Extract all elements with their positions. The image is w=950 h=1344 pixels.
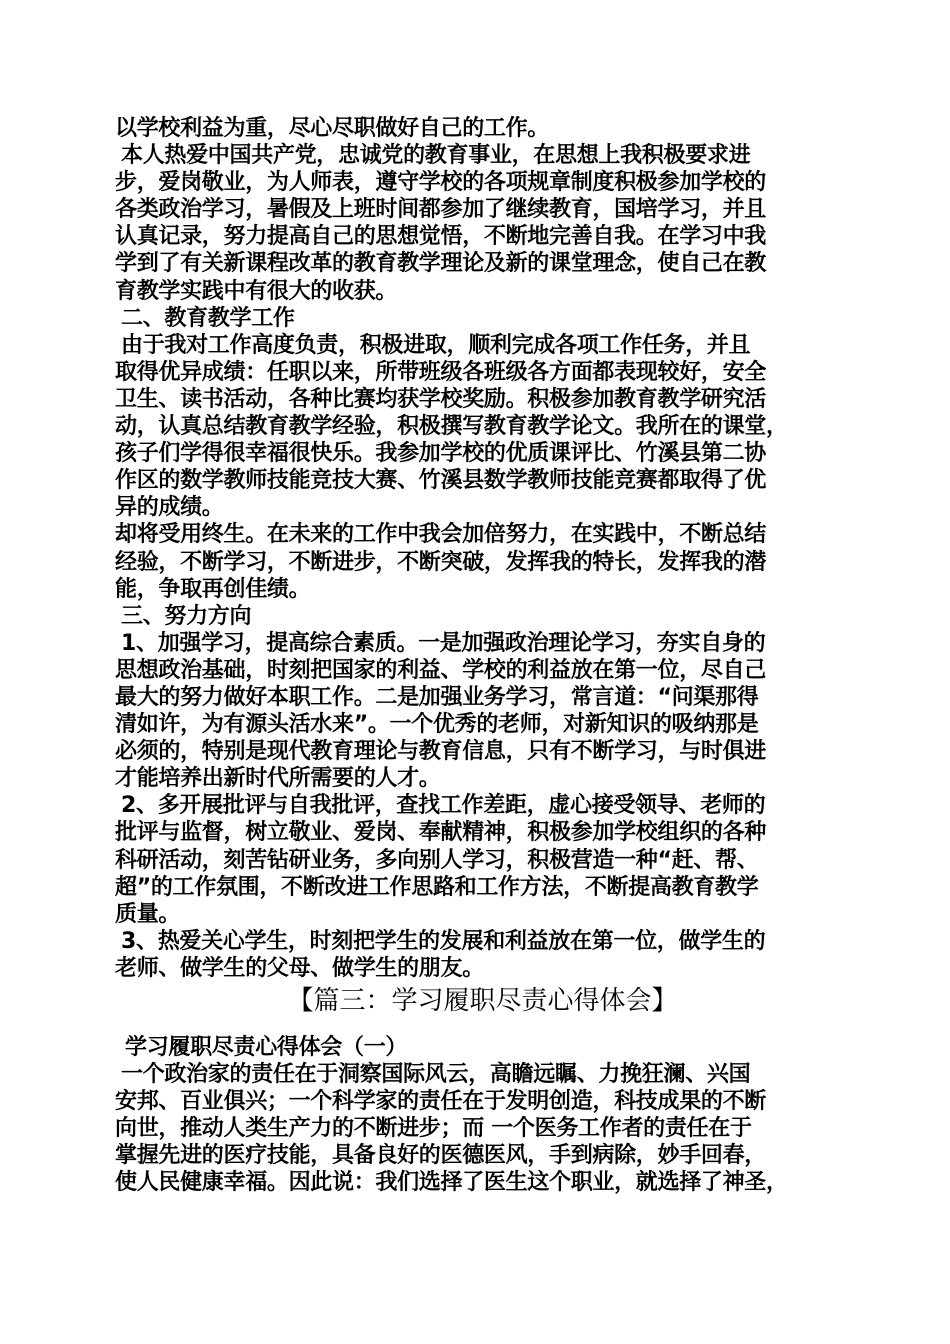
section-heading: 二、教育教学工作 <box>121 305 295 331</box>
section-heading: 三、努力方向 <box>121 603 252 629</box>
document-page <box>115 115 850 1197</box>
text-line: 掌握先进的医疗技能，具备良好的医德医风，手到病除，妙手回春， <box>115 1143 767 1169</box>
text-line: 各类政治学习，暑假及上班时间都参加了继续教育，国培学习，并且 <box>115 197 767 223</box>
text-line: 安邦、百业俱兴；一个科学家的责任在于发明创造，科技成果的不断 <box>115 1089 767 1115</box>
text-line: 动，认真总结教育教学经验，积极撰写教育教学论文。我所在的课堂， <box>115 414 788 440</box>
text-line: 能，争取再创佳绩。 <box>115 576 311 602</box>
text-line: 一个政治家的责任在于洞察国际风云，高瞻远瞩、力挽狂澜、兴国 <box>121 1062 751 1088</box>
text-line: 由于我对工作高度负责，积极进取，顺利完成各项工作任务，并且 <box>121 332 751 358</box>
text-line: 学到了有关新课程改革的教育教学理论及新的课堂理念，使自己在教 <box>115 251 767 277</box>
text-line: 2、多开展批评与自我批评，查找工作差距，虚心接受领导、老师的 <box>121 793 766 819</box>
text-line: 质量。 <box>115 901 181 927</box>
text-line: 使人民健康幸福。因此说：我们选择了医生这个职业，就选择了神圣， <box>115 1170 788 1196</box>
text-line: 批评与监督，树立敬业、爱岗、奉献精神，积极参加学校组织的各种 <box>115 820 767 846</box>
text-line: 取得优异成绩：任职以来，所带班级各班级各方面都表现较好，安全 <box>115 359 767 385</box>
text-line: 作区的数学教师技能竞技大赛、竹溪县数学教师技能竞赛都取得了优 <box>115 468 767 494</box>
text-line: 孩子们学得很幸福很快乐。我参加学校的优质课评比、竹溪县第二协 <box>115 441 767 467</box>
text-line: 思想政治基础，时刻把国家的利益、学校的利益放在第一位，尽自己 <box>115 657 767 683</box>
text-line: 育教学实践中有很大的收获。 <box>115 278 398 304</box>
text-line: 才能培养出新时代所需要的人才。 <box>115 766 441 792</box>
text-line: 却将受用终生。在未来的工作中我会加倍努力，在实践中，不断总结 <box>115 522 767 548</box>
subsection-heading: 学习履职尽责心得体会（一） <box>125 1035 408 1060</box>
text-line: 清如许，为有源头活水来”。一个优秀的老师，对新知识的吸纳那是 <box>115 712 759 738</box>
text-line: 必须的，特别是现代教育理论与教育信息，只有不断学习，与时俱进 <box>115 739 767 765</box>
text-line: 老师、做学生的父母、做学生的朋友。 <box>115 955 484 981</box>
text-line: 卫生、读书活动，各种比赛均获学校奖励。积极参加教育教学研究活 <box>115 386 767 412</box>
text-line: 认真记录，努力提高自己的思想觉悟，不断地完善自我。在学习中我 <box>115 224 767 250</box>
text-line: 最大的努力做好本职工作。二是加强业务学习，常言道：“问渠那得 <box>115 684 759 710</box>
text-line: 科研活动，刻苦钻研业务，多向别人学习，积极营造一种“赶、帮、 <box>115 847 759 873</box>
text-line: 步，爱岗敬业，为人师表，遵守学校的各项规章制度积极参加学校的 <box>115 170 767 196</box>
text-line: 经验，不断学习，不断进步，不断突破，发挥我的特长，发挥我的潜 <box>115 549 767 575</box>
text-line: 1、加强学习，提高综合素质。一是加强政治理论学习，夯实自身的 <box>121 630 766 656</box>
section-title: 【篇三：学习履职尽责心得体会】 <box>287 986 678 1016</box>
text-line: 异的成绩。 <box>115 495 224 521</box>
text-line: 3、热爱关心学生，时刻把学生的发展和利益放在第一位，做学生的 <box>121 928 766 954</box>
text-line: 以学校利益为重，尽心尽职做好自己的工作。 <box>115 116 550 141</box>
text-line: 超”的工作氛围，不断改进工作思路和工作方法，不断提高教育教学 <box>115 874 759 900</box>
text-line: 本人热爱中国共产党，忠诚党的教育事业，在思想上我积极要求进 <box>121 143 751 169</box>
text-line: 向世，推动人类生产力的不断进步；而 一个医务工作者的责任在于 <box>115 1116 752 1142</box>
